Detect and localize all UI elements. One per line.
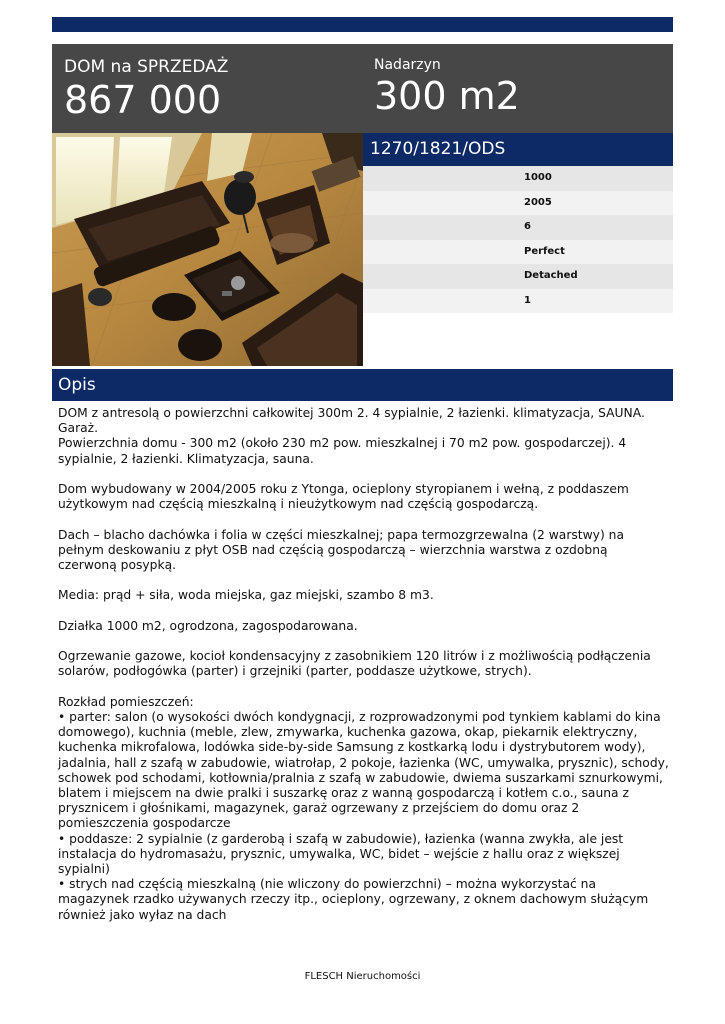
description-paragraph: • parter: salon (o wysokości dwóch kondygnacji, z rozprowadzonymi pod tynkiem kablami do kina domowego), kuchnia (meble, zlew, zmywarka, kuchenka gazowa, okap, piekarnik elektryczny, kuchenka mikrofalowa, lodówka side-by-side Samsung z kostkarką lodu i dystrybutorem wody), jadalnia, hall z szafą w zabudowie, wiatrołap, 2 pokoje, łazienka (WC, umywalka, prysznic), schody, schowek pod schodami, kotłownia/pralnia z szafą w zabudowie, dwiema suszarkami sznurkowymi, blatem i miejscem na dwie pralki i suszarkę oraz z wanną gospodarczą i kotłem c.o., sauna z prysznicem i głośnikami, magazynek, garaż ogrzewany z przejściem do domu oraz 2 pomieszczenia gospodarcze (58, 709, 669, 831)
top-accent-bar (52, 17, 673, 32)
header-left (64, 56, 228, 122)
details-row: 2005 (363, 191, 673, 216)
listing-header (52, 44, 673, 133)
property-photo (52, 133, 363, 366)
description-paragraph: Ogrzewanie gazowe, kocioł kondensacyjny z zasobnikiem 120 litrów i z możliwością podłączenia solarów, podłogówka (parter) i grzejniki (parter, poddasze użytkowe, strych). (58, 649, 651, 679)
paragraph-gap (58, 604, 670, 619)
description-paragraph: Dom wybudowany w 2004/2005 roku z Ytonga, ocieplony styropianem i wełną, z poddaszem użytkowym nad częścią mieszkalną i nieużytkowym nad częścią gospodarczą. (58, 482, 629, 512)
description-paragraph: • strych nad częścią mieszkalną (nie wliczony do powierzchni) – można wykorzystać na magazynek rzadko używanych rzeczy itp., ocieplony, ogrzewany, z oknem dachowym służącym również jako wyłaz na dach (58, 877, 649, 922)
footer-agency: FLESCH Nieruchomości (304, 971, 421, 982)
description-heading: Opis (52, 369, 673, 401)
property-city: Nadarzyn (374, 57, 441, 73)
description-paragraph: Rozkład pomieszczeń: (58, 694, 194, 709)
description-paragraph: • poddasze: 2 sypialnie (z garderobą i szafą w zabudowie), łazienka (wanna zwykła, ale jest instalacja do hydromasażu, prysznic, umywalka, WC, bidet – wejście z hallu oraz z większej sypialni) (58, 831, 624, 876)
description-text (58, 406, 670, 923)
description-paragraph: Powierzchnia domu - 300 m2 (około 230 m2 pow. mieszkalnej i 70 m2 pow. gospodarczej). 4 sypialnie, 2 łazienki. Klimatyzacja, sauna. (58, 436, 627, 466)
details-row: Perfect (363, 240, 673, 265)
paragraph-gap (58, 680, 670, 695)
description-paragraph: Działka 1000 m2, ogrodzona, zagospodarowana. (58, 618, 358, 633)
details-row: 6 (363, 215, 673, 240)
paragraph-gap (58, 467, 670, 482)
details-row: 1000 (363, 166, 673, 191)
header-right (374, 56, 520, 118)
details-table (363, 166, 673, 313)
property-area: 300 m2 (374, 74, 520, 118)
details-row: 1 (363, 289, 673, 314)
reference-number: 1270/1821/ODS (363, 133, 673, 166)
property-type-label: DOM na SPRZEDAŻ (64, 57, 229, 77)
paragraph-gap (58, 573, 670, 588)
description-paragraph: DOM z antresolą o powierzchni całkowitej 300m 2. 4 sypialnie, 2 łazienki. klimatyzacja, SAUNA. Garaż. (58, 406, 645, 436)
description-paragraph: Dach – blacho dachówka i folia w części mieszkalnej; papa termozgrzewalna (2 warstwy) na pełnym deskowaniu z płyt OSB nad częścią gospodarczą – wierzchnia warstwa z ozdobną czerwoną posypką. (58, 527, 624, 572)
property-price: 867 000 (64, 78, 222, 122)
paragraph-gap (58, 512, 670, 527)
description-paragraph: Media: prąd + siła, woda miejska, gaz miejski, szambo 8 m3. (58, 588, 434, 603)
paragraph-gap (58, 634, 670, 649)
details-row: Detached (363, 264, 673, 289)
